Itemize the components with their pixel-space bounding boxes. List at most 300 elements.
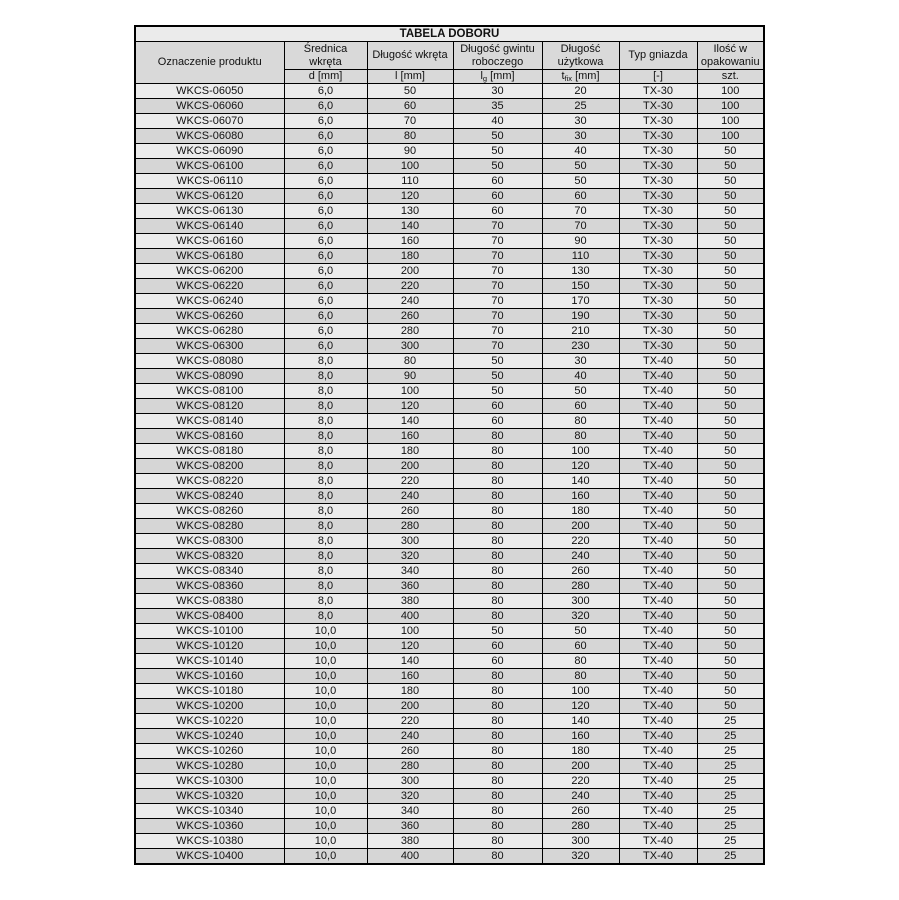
cell-length: 340 — [367, 804, 453, 819]
cell-socket-type: TX-30 — [619, 204, 697, 219]
cell-package-qty: 50 — [697, 234, 764, 249]
cell-diameter: 6,0 — [284, 84, 367, 99]
cell-thread-length: 80 — [453, 774, 542, 789]
cell-product: WKCS-06090 — [135, 144, 284, 159]
cell-length: 140 — [367, 654, 453, 669]
table-row — [135, 534, 764, 549]
cell-diameter: 10,0 — [284, 654, 367, 669]
cell-thread-length: 80 — [453, 429, 542, 444]
cell-thread-length: 70 — [453, 294, 542, 309]
cell-length: 260 — [367, 504, 453, 519]
cell-product: WKCS-06130 — [135, 204, 284, 219]
cell-package-qty: 50 — [697, 219, 764, 234]
cell-diameter: 10,0 — [284, 744, 367, 759]
cell-product: WKCS-06110 — [135, 174, 284, 189]
cell-diameter: 8,0 — [284, 594, 367, 609]
cell-package-qty: 25 — [697, 789, 764, 804]
cell-product: WKCS-06240 — [135, 294, 284, 309]
cell-socket-type: TX-30 — [619, 309, 697, 324]
table-row — [135, 714, 764, 729]
table-row — [135, 759, 764, 774]
cell-package-qty: 100 — [697, 129, 764, 144]
cell-length: 160 — [367, 429, 453, 444]
cell-product: WKCS-10220 — [135, 714, 284, 729]
col-header-screw-length: Długość wkręta — [367, 42, 453, 70]
cell-usable-length: 50 — [542, 159, 619, 174]
cell-socket-type: TX-40 — [619, 594, 697, 609]
cell-thread-length: 50 — [453, 129, 542, 144]
cell-length: 120 — [367, 399, 453, 414]
cell-package-qty: 50 — [697, 399, 764, 414]
cell-socket-type: TX-40 — [619, 369, 697, 384]
cell-length: 240 — [367, 294, 453, 309]
cell-diameter: 8,0 — [284, 354, 367, 369]
cell-diameter: 8,0 — [284, 579, 367, 594]
cell-package-qty: 50 — [697, 699, 764, 714]
cell-usable-length: 230 — [542, 339, 619, 354]
cell-product: WKCS-08100 — [135, 384, 284, 399]
cell-product: WKCS-08160 — [135, 429, 284, 444]
cell-usable-length: 60 — [542, 189, 619, 204]
cell-socket-type: TX-40 — [619, 429, 697, 444]
cell-product: WKCS-06120 — [135, 189, 284, 204]
cell-package-qty: 25 — [697, 849, 764, 865]
col-header-product: Oznaczenie produktu — [135, 42, 284, 84]
cell-product: WKCS-06300 — [135, 339, 284, 354]
cell-package-qty: 50 — [697, 564, 764, 579]
cell-product: WKCS-06080 — [135, 129, 284, 144]
cell-thread-length: 80 — [453, 519, 542, 534]
cell-thread-length: 60 — [453, 189, 542, 204]
table-row — [135, 579, 764, 594]
cell-socket-type: TX-40 — [619, 834, 697, 849]
cell-socket-type: TX-30 — [619, 189, 697, 204]
cell-usable-length: 50 — [542, 174, 619, 189]
cell-package-qty: 50 — [697, 624, 764, 639]
cell-usable-length: 140 — [542, 474, 619, 489]
cell-socket-type: TX-40 — [619, 654, 697, 669]
cell-diameter: 10,0 — [284, 849, 367, 865]
table-row — [135, 669, 764, 684]
cell-diameter: 6,0 — [284, 219, 367, 234]
cell-package-qty: 50 — [697, 309, 764, 324]
cell-product: WKCS-08280 — [135, 519, 284, 534]
cell-socket-type: TX-40 — [619, 549, 697, 564]
cell-length: 160 — [367, 234, 453, 249]
cell-product: WKCS-10360 — [135, 819, 284, 834]
cell-product: WKCS-06070 — [135, 114, 284, 129]
cell-package-qty: 25 — [697, 729, 764, 744]
cell-diameter: 8,0 — [284, 444, 367, 459]
cell-diameter: 8,0 — [284, 534, 367, 549]
cell-thread-length: 80 — [453, 684, 542, 699]
table-row — [135, 729, 764, 744]
cell-product: WKCS-10120 — [135, 639, 284, 654]
cell-length: 240 — [367, 729, 453, 744]
cell-product: WKCS-10280 — [135, 759, 284, 774]
cell-usable-length: 260 — [542, 564, 619, 579]
cell-usable-length: 130 — [542, 264, 619, 279]
cell-thread-length: 70 — [453, 249, 542, 264]
cell-usable-length: 300 — [542, 834, 619, 849]
unit-socket-type: [-] — [619, 70, 697, 84]
cell-length: 320 — [367, 549, 453, 564]
cell-usable-length: 40 — [542, 369, 619, 384]
cell-package-qty: 50 — [697, 279, 764, 294]
cell-diameter: 6,0 — [284, 234, 367, 249]
cell-thread-length: 80 — [453, 834, 542, 849]
cell-socket-type: TX-40 — [619, 384, 697, 399]
table-row — [135, 249, 764, 264]
cell-usable-length: 150 — [542, 279, 619, 294]
cell-usable-length: 200 — [542, 519, 619, 534]
cell-usable-length: 20 — [542, 84, 619, 99]
cell-package-qty: 50 — [697, 594, 764, 609]
table-row — [135, 504, 764, 519]
cell-length: 220 — [367, 474, 453, 489]
cell-product: WKCS-08180 — [135, 444, 284, 459]
cell-length: 100 — [367, 159, 453, 174]
table-row — [135, 654, 764, 669]
cell-length: 300 — [367, 534, 453, 549]
cell-package-qty: 50 — [697, 489, 764, 504]
cell-socket-type: TX-40 — [619, 669, 697, 684]
table-row — [135, 309, 764, 324]
table-row — [135, 849, 764, 865]
table-row — [135, 594, 764, 609]
cell-diameter: 8,0 — [284, 504, 367, 519]
cell-product: WKCS-08380 — [135, 594, 284, 609]
table-row — [135, 234, 764, 249]
cell-thread-length: 80 — [453, 579, 542, 594]
cell-diameter: 6,0 — [284, 324, 367, 339]
cell-product: WKCS-08120 — [135, 399, 284, 414]
cell-length: 360 — [367, 819, 453, 834]
cell-length: 360 — [367, 579, 453, 594]
cell-thread-length: 50 — [453, 384, 542, 399]
cell-product: WKCS-06280 — [135, 324, 284, 339]
cell-package-qty: 100 — [697, 99, 764, 114]
cell-usable-length: 30 — [542, 129, 619, 144]
cell-socket-type: TX-40 — [619, 624, 697, 639]
cell-socket-type: TX-40 — [619, 684, 697, 699]
cell-socket-type: TX-40 — [619, 474, 697, 489]
cell-thread-length: 60 — [453, 639, 542, 654]
table-row — [135, 489, 764, 504]
cell-package-qty: 50 — [697, 294, 764, 309]
cell-thread-length: 80 — [453, 789, 542, 804]
cell-product: WKCS-10300 — [135, 774, 284, 789]
cell-package-qty: 50 — [697, 354, 764, 369]
cell-thread-length: 50 — [453, 144, 542, 159]
cell-thread-length: 40 — [453, 114, 542, 129]
cell-thread-length: 80 — [453, 594, 542, 609]
table-row — [135, 279, 764, 294]
cell-diameter: 8,0 — [284, 399, 367, 414]
cell-diameter: 6,0 — [284, 204, 367, 219]
cell-package-qty: 25 — [697, 774, 764, 789]
table-row — [135, 294, 764, 309]
cell-diameter: 6,0 — [284, 294, 367, 309]
cell-diameter: 6,0 — [284, 339, 367, 354]
cell-usable-length: 190 — [542, 309, 619, 324]
cell-usable-length: 320 — [542, 609, 619, 624]
cell-package-qty: 50 — [697, 369, 764, 384]
cell-usable-length: 25 — [542, 99, 619, 114]
table-row — [135, 609, 764, 624]
cell-length: 200 — [367, 264, 453, 279]
cell-usable-length: 260 — [542, 804, 619, 819]
table-row — [135, 774, 764, 789]
table-row — [135, 474, 764, 489]
cell-thread-length: 70 — [453, 279, 542, 294]
cell-usable-length: 80 — [542, 414, 619, 429]
cell-thread-length: 60 — [453, 414, 542, 429]
table-row — [135, 444, 764, 459]
cell-product: WKCS-10180 — [135, 684, 284, 699]
table-row — [135, 834, 764, 849]
table-row — [135, 144, 764, 159]
col-header-socket-type: Typ gniazda — [619, 42, 697, 70]
cell-product: WKCS-10380 — [135, 834, 284, 849]
col-header-thread-length: Długość gwintu roboczego — [453, 42, 542, 70]
cell-socket-type: TX-40 — [619, 399, 697, 414]
table-row — [135, 99, 764, 114]
cell-usable-length: 170 — [542, 294, 619, 309]
cell-socket-type: TX-30 — [619, 174, 697, 189]
cell-diameter: 8,0 — [284, 369, 367, 384]
cell-package-qty: 25 — [697, 834, 764, 849]
col-header-screw-diameter: Średnica wkręta — [284, 42, 367, 70]
cell-diameter: 6,0 — [284, 174, 367, 189]
table-row — [135, 219, 764, 234]
cell-thread-length: 80 — [453, 669, 542, 684]
cell-product: WKCS-10320 — [135, 789, 284, 804]
cell-socket-type: TX-30 — [619, 294, 697, 309]
cell-diameter: 8,0 — [284, 429, 367, 444]
cell-usable-length: 50 — [542, 384, 619, 399]
cell-package-qty: 100 — [697, 114, 764, 129]
cell-package-qty: 50 — [697, 654, 764, 669]
cell-diameter: 8,0 — [284, 549, 367, 564]
cell-length: 160 — [367, 669, 453, 684]
cell-product: WKCS-10340 — [135, 804, 284, 819]
cell-product: WKCS-06200 — [135, 264, 284, 279]
cell-socket-type: TX-30 — [619, 84, 697, 99]
cell-socket-type: TX-40 — [619, 519, 697, 534]
cell-thread-length: 80 — [453, 444, 542, 459]
cell-package-qty: 50 — [697, 459, 764, 474]
cell-package-qty: 50 — [697, 474, 764, 489]
cell-diameter: 8,0 — [284, 474, 367, 489]
cell-thread-length: 80 — [453, 804, 542, 819]
cell-length: 320 — [367, 789, 453, 804]
cell-thread-length: 80 — [453, 609, 542, 624]
cell-diameter: 6,0 — [284, 144, 367, 159]
cell-product: WKCS-10160 — [135, 669, 284, 684]
cell-socket-type: TX-30 — [619, 99, 697, 114]
cell-length: 180 — [367, 444, 453, 459]
cell-thread-length: 80 — [453, 459, 542, 474]
cell-package-qty: 50 — [697, 579, 764, 594]
cell-product: WKCS-06140 — [135, 219, 284, 234]
cell-thread-length: 80 — [453, 699, 542, 714]
cell-diameter: 10,0 — [284, 819, 367, 834]
cell-length: 300 — [367, 339, 453, 354]
table-row — [135, 189, 764, 204]
cell-usable-length: 280 — [542, 819, 619, 834]
cell-diameter: 8,0 — [284, 384, 367, 399]
cell-usable-length: 100 — [542, 444, 619, 459]
cell-diameter: 10,0 — [284, 684, 367, 699]
cell-socket-type: TX-40 — [619, 774, 697, 789]
cell-product: WKCS-08260 — [135, 504, 284, 519]
cell-diameter: 8,0 — [284, 459, 367, 474]
cell-length: 120 — [367, 189, 453, 204]
cell-length: 140 — [367, 219, 453, 234]
cell-usable-length: 120 — [542, 699, 619, 714]
cell-usable-length: 30 — [542, 354, 619, 369]
cell-product: WKCS-08140 — [135, 414, 284, 429]
cell-product: WKCS-08340 — [135, 564, 284, 579]
cell-thread-length: 80 — [453, 759, 542, 774]
cell-package-qty: 50 — [697, 159, 764, 174]
cell-product: WKCS-10240 — [135, 729, 284, 744]
table-row — [135, 684, 764, 699]
cell-package-qty: 50 — [697, 669, 764, 684]
cell-thread-length: 70 — [453, 234, 542, 249]
cell-length: 120 — [367, 639, 453, 654]
cell-thread-length: 80 — [453, 729, 542, 744]
cell-length: 130 — [367, 204, 453, 219]
cell-length: 220 — [367, 279, 453, 294]
cell-usable-length: 320 — [542, 849, 619, 865]
cell-length: 220 — [367, 714, 453, 729]
cell-usable-length: 220 — [542, 774, 619, 789]
cell-product: WKCS-10200 — [135, 699, 284, 714]
cell-length: 80 — [367, 354, 453, 369]
header-labels-row — [135, 42, 764, 70]
cell-package-qty: 50 — [697, 204, 764, 219]
cell-package-qty: 50 — [697, 324, 764, 339]
cell-length: 50 — [367, 84, 453, 99]
cell-thread-length: 70 — [453, 339, 542, 354]
table-row — [135, 324, 764, 339]
cell-thread-length: 80 — [453, 849, 542, 865]
cell-package-qty: 50 — [697, 249, 764, 264]
cell-thread-length: 80 — [453, 534, 542, 549]
table-row — [135, 804, 764, 819]
cell-package-qty: 50 — [697, 174, 764, 189]
cell-diameter: 6,0 — [284, 159, 367, 174]
cell-length: 380 — [367, 594, 453, 609]
table-row — [135, 129, 764, 144]
cell-package-qty: 50 — [697, 519, 764, 534]
cell-thread-length: 50 — [453, 624, 542, 639]
table-row — [135, 114, 764, 129]
cell-product: WKCS-06060 — [135, 99, 284, 114]
cell-thread-length: 35 — [453, 99, 542, 114]
cell-diameter: 6,0 — [284, 129, 367, 144]
cell-socket-type: TX-40 — [619, 534, 697, 549]
cell-package-qty: 50 — [697, 534, 764, 549]
table-row — [135, 564, 764, 579]
cell-length: 180 — [367, 249, 453, 264]
cell-diameter: 6,0 — [284, 264, 367, 279]
cell-usable-length: 140 — [542, 714, 619, 729]
col-header-package-qty: Ilość w opakowaniu — [697, 42, 764, 70]
cell-product: WKCS-08320 — [135, 549, 284, 564]
cell-thread-length: 80 — [453, 489, 542, 504]
cell-diameter: 6,0 — [284, 189, 367, 204]
cell-package-qty: 50 — [697, 609, 764, 624]
unit-thread-length: $l_g$ [mm] — [453, 70, 542, 84]
table-row — [135, 159, 764, 174]
cell-diameter: 10,0 — [284, 624, 367, 639]
cell-diameter: 6,0 — [284, 309, 367, 324]
cell-thread-length: 50 — [453, 354, 542, 369]
cell-diameter: 10,0 — [284, 669, 367, 684]
cell-thread-length: 80 — [453, 564, 542, 579]
cell-usable-length: 60 — [542, 399, 619, 414]
cell-product: WKCS-06100 — [135, 159, 284, 174]
cell-socket-type: TX-40 — [619, 444, 697, 459]
cell-package-qty: 50 — [697, 264, 764, 279]
cell-thread-length: 50 — [453, 159, 542, 174]
cell-product: WKCS-08080 — [135, 354, 284, 369]
cell-usable-length: 220 — [542, 534, 619, 549]
cell-product: WKCS-08400 — [135, 609, 284, 624]
cell-diameter: 8,0 — [284, 564, 367, 579]
table-row — [135, 174, 764, 189]
cell-socket-type: TX-40 — [619, 699, 697, 714]
cell-usable-length: 90 — [542, 234, 619, 249]
cell-length: 200 — [367, 459, 453, 474]
cell-diameter: 8,0 — [284, 609, 367, 624]
cell-diameter: 6,0 — [284, 99, 367, 114]
cell-thread-length: 80 — [453, 819, 542, 834]
cell-usable-length: 80 — [542, 669, 619, 684]
cell-thread-length: 80 — [453, 744, 542, 759]
table-row — [135, 639, 764, 654]
cell-socket-type: TX-30 — [619, 159, 697, 174]
cell-socket-type: TX-40 — [619, 744, 697, 759]
cell-product: WKCS-06220 — [135, 279, 284, 294]
cell-diameter: 8,0 — [284, 489, 367, 504]
cell-length: 380 — [367, 834, 453, 849]
cell-package-qty: 50 — [697, 384, 764, 399]
cell-length: 280 — [367, 759, 453, 774]
cell-thread-length: 70 — [453, 264, 542, 279]
cell-length: 280 — [367, 324, 453, 339]
cell-socket-type: TX-30 — [619, 264, 697, 279]
cell-socket-type: TX-30 — [619, 279, 697, 294]
table-row — [135, 429, 764, 444]
table-row — [135, 339, 764, 354]
cell-socket-type: TX-40 — [619, 504, 697, 519]
cell-socket-type: TX-40 — [619, 564, 697, 579]
cell-diameter: 10,0 — [284, 789, 367, 804]
cell-product: WKCS-06160 — [135, 234, 284, 249]
cell-socket-type: TX-40 — [619, 819, 697, 834]
cell-length: 70 — [367, 114, 453, 129]
cell-package-qty: 25 — [697, 744, 764, 759]
cell-thread-length: 60 — [453, 174, 542, 189]
cell-product: WKCS-08220 — [135, 474, 284, 489]
cell-socket-type: TX-40 — [619, 609, 697, 624]
cell-usable-length: 160 — [542, 489, 619, 504]
cell-socket-type: TX-40 — [619, 729, 697, 744]
